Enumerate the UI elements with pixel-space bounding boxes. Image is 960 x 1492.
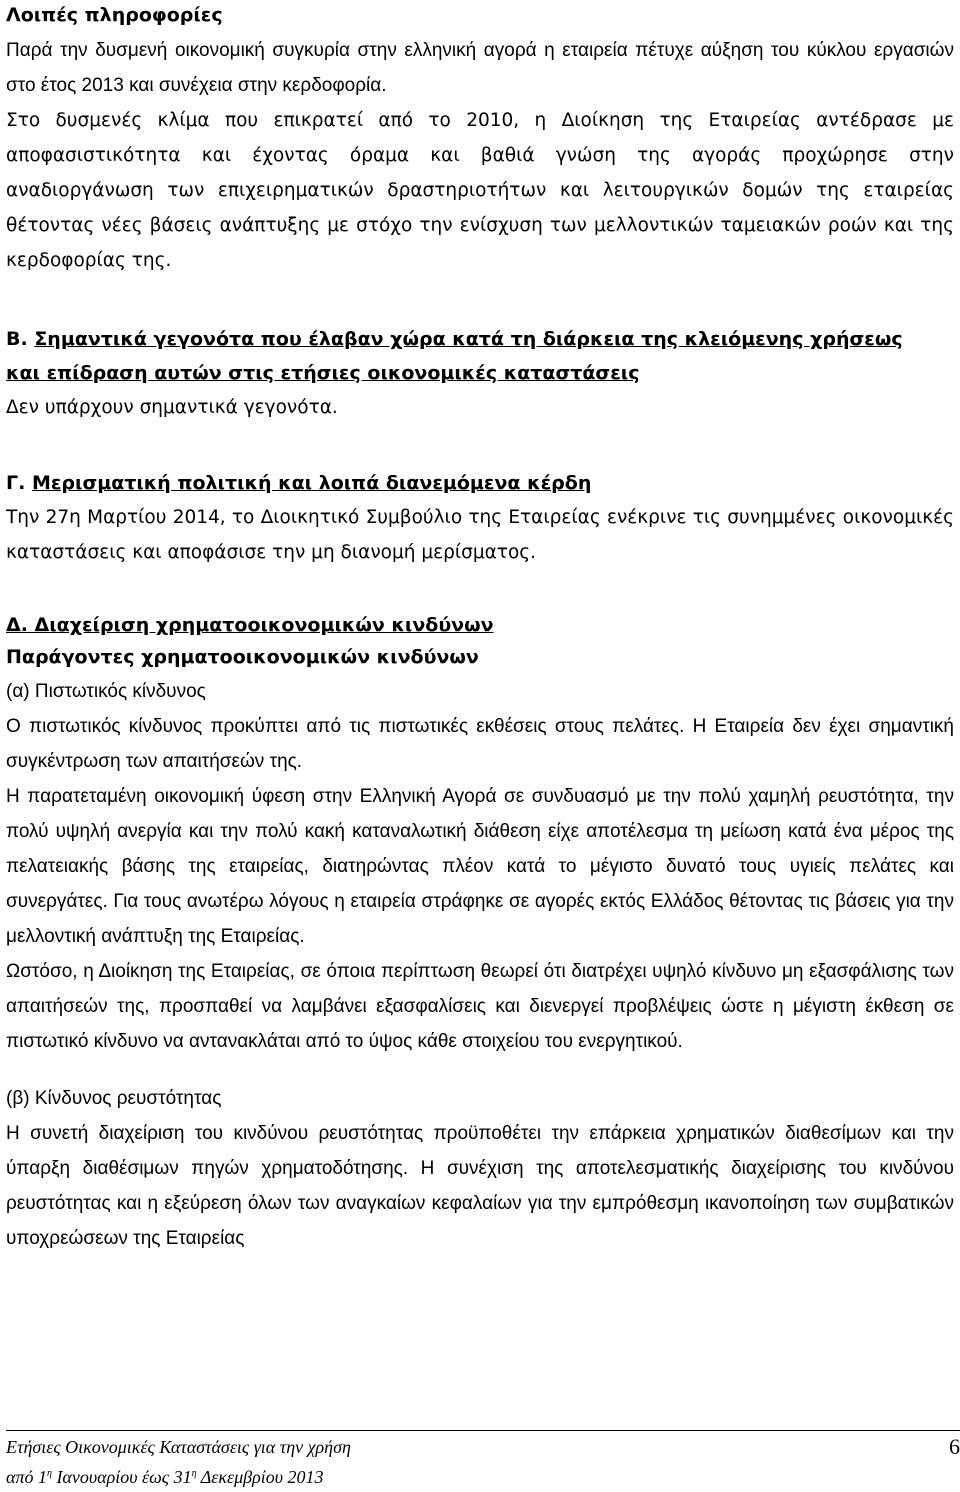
credit-risk-paragraph-1: Ο πιστωτικός κίνδυνος προκύπτει από τις πιστωτικές εκθέσεις στους πελάτες. Η Εταιρεία δεν έχει σημαντική συγκέντρωση των απαιτήσεών της. <box>6 716 954 772</box>
footer-line-2 <box>6 1462 960 1492</box>
section-g-text: Την 27η Μαρτίου 2014, το Διοικητικό Συμβούλιο της Εταιρείας ενέκρινε τις συνημμένες οικονομικές καταστάσεις και αποφάσισε την μη διανομή μερίσματος. <box>6 507 954 563</box>
section-d-heading <box>6 610 954 640</box>
footer-line-1: Ετήσιες Οικονομικές Καταστάσεις για την χρήση <box>6 1437 351 1457</box>
credit-risk-paragraph-3: Ωστόσο, η Διοίκηση της Εταιρείας, σε όποια περίπτωση θεωρεί ότι διατρέχει υψηλό κίνδυνο μη εξασφάλισης των απαιτήσεών της, προσπαθεί να λαμβάνει εξασφαλίσεις και διενεργεί προβλέψεις ώστε η μέγιστη έκθεση σε πιστωτικό κίνδυνο να αντανακλάται από το ύψος κάθε στοιχείου του ενεργητικού. <box>6 961 954 1052</box>
section-b-text: Δεν υπάρχουν σημαντικά γεγονότα. <box>6 397 338 418</box>
liquidity-risk-paragraph-1: Η συνετή διαχείριση του κινδύνου ρευστότητας προϋποθέτει την επάρκεια χρηματικών διαθεσίμων και την ύπαρξη διαθέσιμων πηγών χρηματοδότησης. Η συνέχιση της αποτελεσματικής διαχείρισης του κινδύνου ρευστότητας και η εξεύρεση όλων των αναγκαίων κεφαλαίων για την εμπρόθεσμη ικανοποίηση των συμβατικών υποχρεώσεων της Εταιρείας <box>6 1123 954 1249</box>
section-g-prefix: Γ. <box>6 472 32 494</box>
page-footer <box>6 1432 960 1492</box>
section-d-prefix: Δ. <box>6 614 35 636</box>
page-number: 6 <box>949 1434 960 1459</box>
intro-paragraph-2: Στο δυσμενές κλίμα που επικρατεί από το 2010, η Διοίκηση της Εταιρείας αντέδρασε με αποφασιστικότητα και έχοντας όραμα και βαθιά γνώση της αγοράς προχώρησε στην αναδιοργάνωση των επιχειρηματικών δραστηριοτήτων και λειτουργικών δομών της εταιρείας θέτοντας νέες βάσεις ανάπτυξης με στόχο την ενίσχυση των μελλοντικών ταμειακών ροών και της κερδοφορίας της. <box>6 110 954 271</box>
section-d-subheading: Παράγοντες χρηματοοικονομικών κινδύνων <box>6 646 479 668</box>
spacer <box>6 1059 954 1081</box>
section-g-heading-text: Μερισματική πολιτική και λοιπά διανεμόμενα κέρδη <box>31 472 592 494</box>
page-title: Λοιπές πληροφορίες <box>6 4 223 26</box>
intro-paragraph-1: Παρά την δυσμενή οικονομική συγκυρία στην ελληνική αγορά η εταιρεία πέτυχε αύξηση του κύκλου εργασιών στο έτος 2013 και συνέχεια στην κερδοφορία. <box>6 40 954 96</box>
footer-sup-2: η <box>191 1468 197 1479</box>
footer-sup-1: η <box>46 1468 52 1479</box>
footer-divider <box>6 1430 960 1431</box>
section-b-heading-line2: και επίδραση αυτών στις ετήσιες οικονομικές καταστάσεις <box>6 362 640 384</box>
section-d <box>6 610 954 1256</box>
section-b-prefix: Β. <box>6 328 35 350</box>
intro-section <box>6 33 954 278</box>
section-d-heading-text: Διαχείριση χρηματοοικονομικών κινδύνων <box>34 614 494 636</box>
footer-line-2-part-a: από 1 <box>6 1467 47 1487</box>
section-b-heading <box>6 322 954 390</box>
section-b <box>6 322 954 425</box>
footer-line-2-part-c: Δεκεμβρίου 2013 <box>196 1467 324 1487</box>
credit-risk-title: (α) Πιστωτικός κίνδυνος <box>6 681 206 702</box>
section-b-heading-line1: Σημαντικά γεγονότα που έλαβαν χώρα κατά τη διάρκεια της κλειόμενης χρήσεως <box>34 328 903 350</box>
footer-line-2-part-b: Ιανουαρίου έως 31 <box>51 1467 192 1487</box>
credit-risk-paragraph-2: Η παρατεταμένη οικονομική ύφεση στην Ελληνική Αγορά σε συνδυασμό με την πολύ χαμηλή ρευστότητα, την πολύ υψηλή ανεργία και την πολύ κακή καταναλωτική διάθεση είχε αποτέλεσμα τη μείωση κατά ένα μέρος της πελατειακής βάσης της εταιρείας, διατηρώντας πλέον κατά το μέγιστο δυνατό τους υγιείς πελάτες και συνεργάτες. Για τους ανωτέρω λόγους η εταιρεία στράφηκε σε αγορές εκτός Ελλάδος θέτοντας τις βάσεις για την μελλοντική ανάπτυξη της Εταιρείας. <box>6 786 954 947</box>
section-g-heading <box>6 466 954 500</box>
section-g <box>6 466 954 570</box>
liquidity-risk-title: (β) Κίνδυνος ρευστότητας <box>6 1088 222 1109</box>
